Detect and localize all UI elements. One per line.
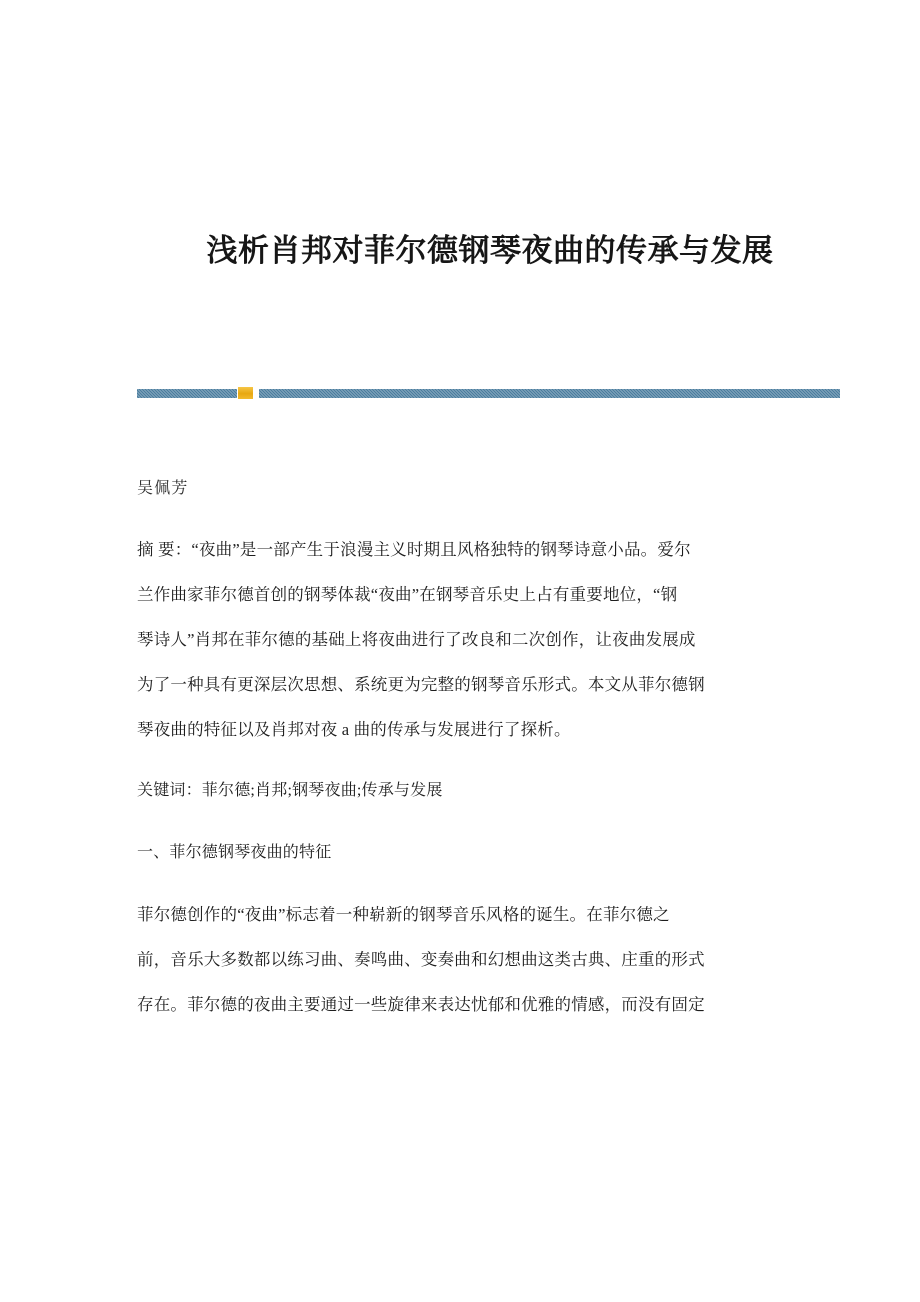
author-name: 吴佩芳 bbox=[137, 480, 189, 497]
divider-bar-right bbox=[259, 389, 840, 398]
abstract-paragraph bbox=[137, 500, 843, 752]
abstract-line: 兰作曲家菲尔德首创的钢琴体裁“夜曲”在钢琴音乐史上占有重要地位，“钢 bbox=[137, 585, 678, 604]
section-divider bbox=[137, 386, 840, 400]
section-heading: 一、菲尔德钢琴夜曲的特征 bbox=[137, 844, 332, 861]
body-line: 菲尔德创作的“夜曲”标志着一种崭新的钢琴音乐风格的诞生。在菲尔德之 bbox=[137, 905, 670, 924]
page-title: 浅析肖邦对菲尔德钢琴夜曲的传承与发展 bbox=[206, 233, 774, 268]
divider-bar-left bbox=[137, 389, 238, 398]
keywords-line: 关键词：菲尔德;肖邦;钢琴夜曲;传承与发展 bbox=[137, 782, 443, 799]
body-line: 存在。菲尔德的夜曲主要通过一些旋律来表达忧郁和优雅的情感，而没有固定 bbox=[137, 995, 705, 1014]
divider-accent-square bbox=[237, 386, 254, 400]
abstract-line: 摘 要：“夜曲”是一部产生于浪漫主义时期且风格独特的钢琴诗意小品。爱尔 bbox=[137, 540, 691, 559]
abstract-line: 琴诗人”肖邦在菲尔德的基础上将夜曲进行了改良和二次创作，让夜曲发展成 bbox=[137, 630, 696, 649]
body-paragraph bbox=[137, 872, 843, 1027]
abstract-line: 为了一种具有更深层次思想、系统更为完整的钢琴音乐形式。本文从菲尔德钢 bbox=[137, 675, 705, 694]
page-content bbox=[137, 0, 843, 1027]
abstract-line: 琴夜曲的特征以及肖邦对夜 a 曲的传承与发展进行了探析。 bbox=[137, 720, 571, 739]
body-line: 前，音乐大多数都以练习曲、奏鸣曲、变奏曲和幻想曲这类古典、庄重的形式 bbox=[137, 950, 705, 969]
